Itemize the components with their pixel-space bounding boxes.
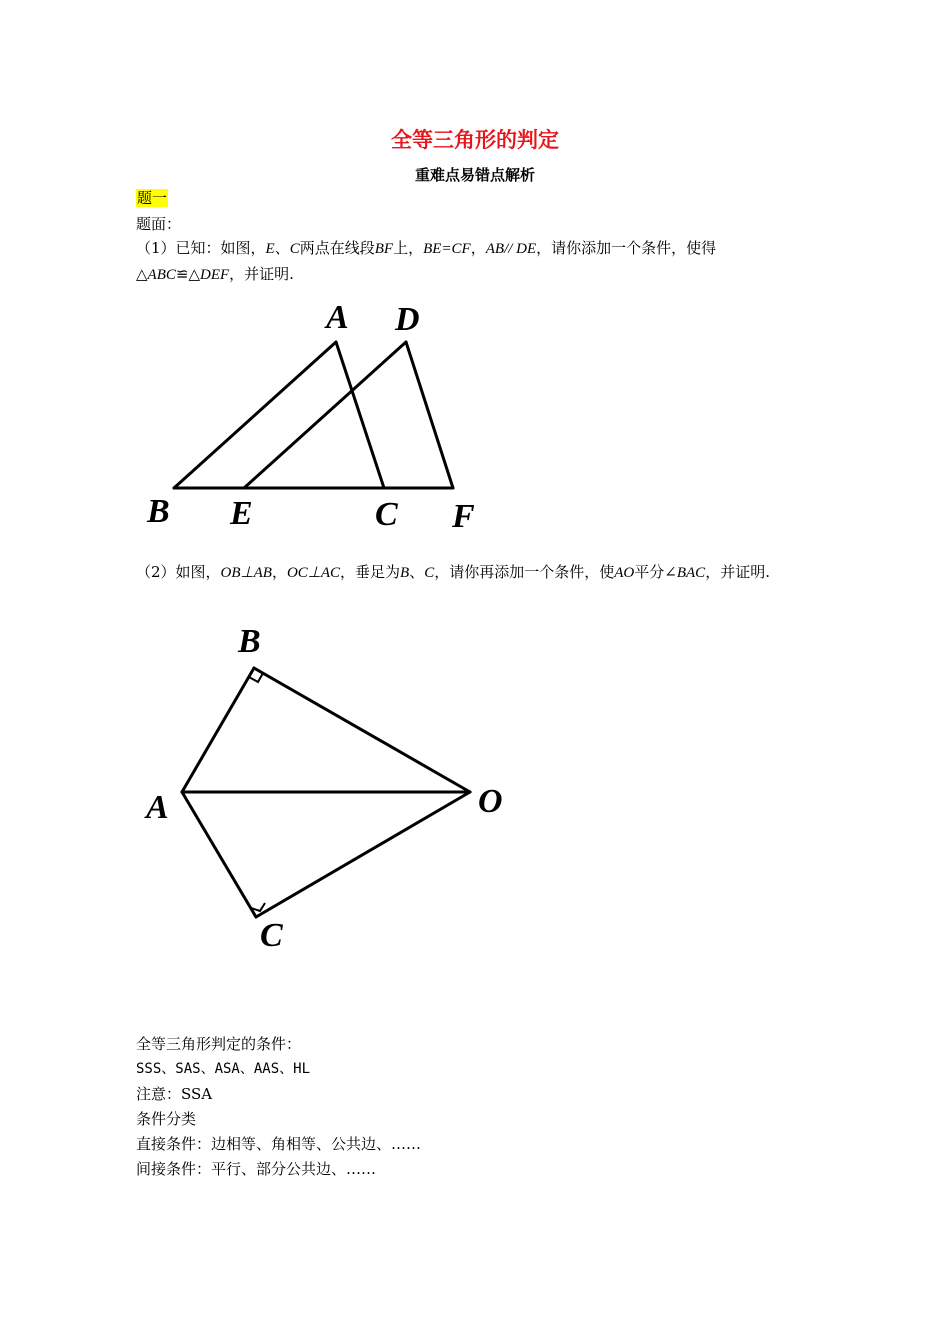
q2-text: ，垂足为 <box>340 563 401 581</box>
q2-cond-oc-ac: OC⊥AC <box>286 565 341 581</box>
q1-text: ，并证明. <box>229 265 294 283</box>
notes-heading: 全等三角形判定的条件： <box>136 1035 302 1053</box>
q1-sep: 、 <box>274 239 290 257</box>
q1-var-e: E <box>265 241 275 257</box>
label-o: O <box>478 783 503 820</box>
q1-var-c: C <box>289 241 300 257</box>
label-d: D <box>395 301 420 338</box>
notes-criteria-list: SSS、SAS、ASA、AAS、HL <box>136 1061 311 1077</box>
q2-var-c: C <box>424 565 435 581</box>
page-subtitle: 重难点易错点解析 <box>414 166 535 184</box>
q2-text: ，请你再添加一个条件，使 <box>434 563 615 581</box>
congruent-symbol: ≌△ <box>175 265 200 283</box>
q2-cond-ob-ab: OB⊥AB <box>220 565 272 581</box>
label-a: A <box>146 789 169 826</box>
question-tag: 题一 <box>137 189 168 207</box>
q2-text: ，并证明. <box>705 563 770 581</box>
label-a: A <box>326 299 349 336</box>
triangle-symbol: △ <box>136 265 148 283</box>
segment-co <box>256 792 470 917</box>
page-title: 全等三角形的判定 <box>391 128 559 152</box>
label-b: B <box>238 623 261 660</box>
label-f: F <box>452 498 475 535</box>
q1-text: （1）已知：如图， <box>136 239 266 257</box>
label-b: B <box>147 493 170 530</box>
q1-sep: ， <box>470 239 486 257</box>
q2-var-b: B <box>400 565 410 581</box>
segment-bo <box>254 668 470 792</box>
segment-ab <box>182 668 254 792</box>
q1-text: 上， <box>393 239 424 257</box>
notes-indirect-conditions: 间接条件：平行、部分公共边、…… <box>136 1160 377 1178</box>
q1-tri-abc: ABC <box>147 267 176 283</box>
q1-cond-ab-de: AB// DE <box>485 241 537 257</box>
q2-angle-bac: BAC <box>676 565 706 581</box>
label-e: E <box>230 495 253 532</box>
notes-category: 条件分类 <box>136 1110 197 1128</box>
q2-text: （2）如图， <box>136 563 221 581</box>
label-c: C <box>260 917 283 954</box>
q1-text: 两点在线段 <box>299 239 375 257</box>
q2-sep: ， <box>271 563 287 581</box>
notes-caution: 注意：SSA <box>136 1085 213 1103</box>
q2-sep: 、 <box>409 563 425 581</box>
notes-direct-conditions: 直接条件：边相等、角相等、公共边、…… <box>136 1135 422 1153</box>
question-label: 题面： <box>136 215 182 233</box>
q1-cond-be-cf: BE=CF <box>423 241 471 257</box>
q2-var-ao: AO <box>614 565 635 581</box>
q1-text: ，请你添加一个条件，使得 <box>536 239 717 257</box>
label-c: C <box>375 496 398 533</box>
q1-tri-def: DEF <box>200 267 230 283</box>
q1-var-bf: BF <box>374 241 394 257</box>
segment-ac <box>182 792 256 917</box>
q2-text: 平分∠ <box>634 563 677 581</box>
